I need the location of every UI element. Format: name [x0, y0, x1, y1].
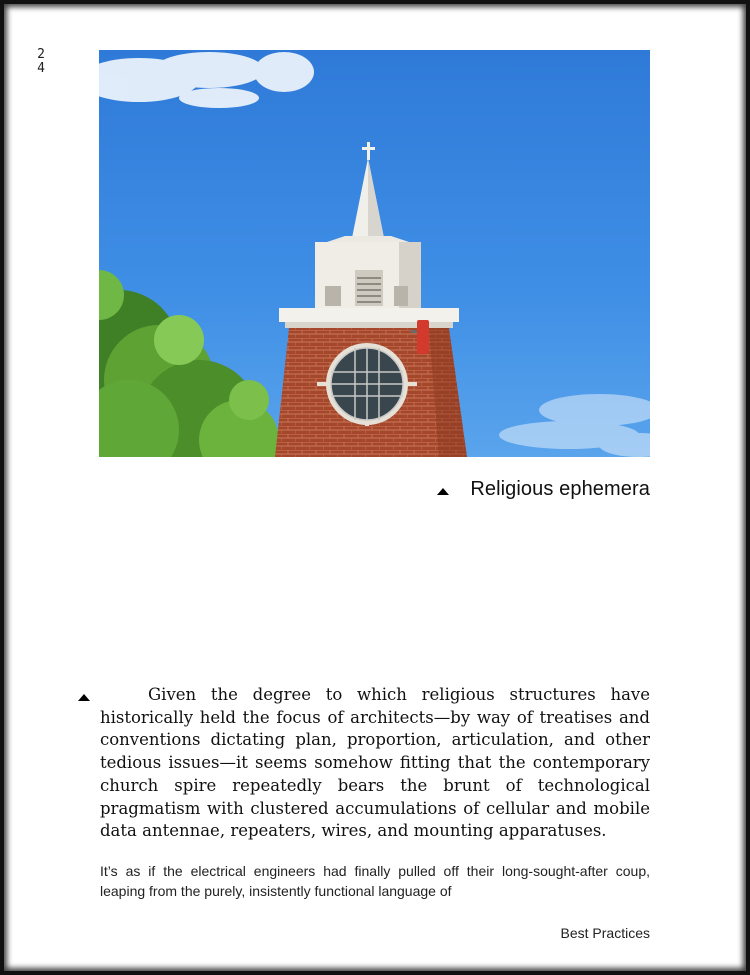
photo-caption [437, 478, 650, 501]
church-spire-photo [99, 50, 650, 457]
page-number [36, 48, 46, 76]
body-paragraph-text: Given the degree to which religious structures have historically held the focus of architects—by way of treatises and conventions dictating plan, proportion, articulation, and other tedious issues—it seems somehow fitting that the contemporary church spire repeatedly bears the brunt of technological pragmatism with clustered accumulations of cellular and mobile data antennae, repeaters, wires, and mounting apparatuses. [100, 685, 650, 841]
triangle-up-icon [78, 694, 90, 701]
triangle-up-icon [437, 488, 449, 495]
caption-text: Religious ephemera [470, 478, 650, 500]
page-number-digit: 2 [37, 47, 45, 62]
body-paragraph [100, 684, 650, 843]
second-paragraph: It’s as if the electrical engineers had finally pulled off their long-sought-after coup, leaping from the purely, insistently functional language of [100, 863, 650, 899]
page-number-digit: 4 [37, 61, 45, 76]
running-footer: Best Practices [560, 925, 650, 941]
